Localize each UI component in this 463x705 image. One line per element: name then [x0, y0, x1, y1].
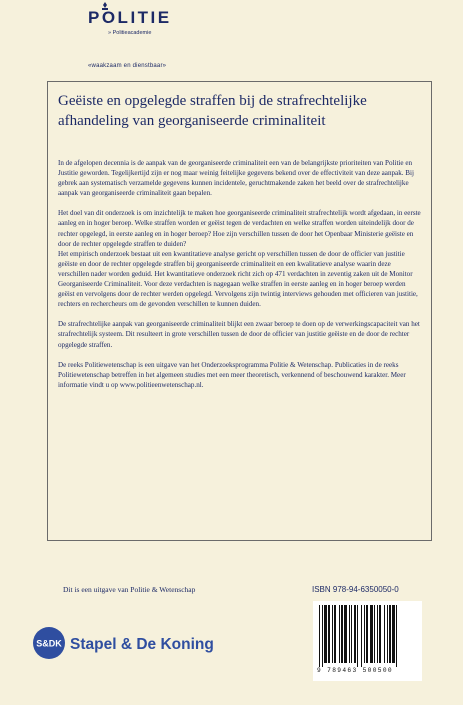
barcode-bar [392, 605, 395, 663]
barcode-bar [341, 605, 343, 663]
isbn: ISBN 978-94-6350050-0 [312, 585, 399, 594]
publisher-line: Dit is een uitgave van Politie & Wetenschap [63, 585, 196, 594]
book-title: Geëiste en opgelegde straffen bij de strafrechtelijke afhandeling van georganiseerde criminaliteit [58, 93, 367, 129]
barcode-bar [339, 605, 340, 663]
barcode-bar [374, 605, 375, 663]
paragraph: De reeks Politiewetenschap is een uitgave van het Onderzoeksprogramma Politie & Wetenschap. Publicaties in de reeks Politiewetenschap betreffen in het algemeen studies met een meer theoretisch, verkennend of beschouwend karakter. Meer informatie vindt u op www.politieenwetenschap.nl. [58, 360, 406, 389]
barcode-bar [328, 605, 330, 663]
publisher-logo-text: Stapel & De Koning [70, 636, 214, 653]
politie-logo-text: POLITIE [88, 8, 172, 27]
paragraph: In de afgelopen decennia is de aanpak van de georganiseerde criminaliteit een van de belangrijkste prioriteiten van Politie en Justitie geworden. Tegelijkertijd zijn er nog maar weinig feitelijke gegevens bekend over de effectiviteit van deze aanpak. Bij gebrek aan systematisch verzamelde gegevens kunnen incidentele, geruchtmakende zaken het beeld over de strafrechtelijke aanpak van georganiseerde criminaliteit gaan bepalen. [58, 159, 414, 198]
barcode-bar [379, 605, 381, 663]
barcode-bar [384, 605, 385, 663]
paragraph: Het doel van dit onderzoek is om inzichtelijk te maken hoe georganiseerde criminaliteit strafrechtelijk wordt afgedaan, in eerste aanleg en in hoger beroep. Welke straffen worden er geëist tegen de verdachten en welke straffen worden uiteindelijk door de rechter opgelegd, in eerste aanleg en in hoger beroep? Hoe zijn verschillen tussen de door het Openbaar Ministerie geëiste en door de rechter opgelegde straffen te duiden? [58, 209, 421, 248]
barcode-bar [389, 605, 391, 663]
barcode-bar [349, 605, 350, 663]
paragraph: Het empirisch onderzoek bestaat uit een kwantitatieve analyse gericht op verschillen tussen de door de officier van justitie geëiste en door de rechter opgelegde straffen bij georganiseerde criminaliteit en een kwalitatieve analyse waarin deze verschillen nader worden geduid. Het kwantitatieve onderzoek richt zich op 471 verdachten in zeventig zaken uit de Monitor Georganiseerde Criminaliteit. Voor deze verdachten is nagegaan welke straffen in eerste aanleg en in hoger beroep werden geëist en vervolgens door de rechter werden opgelegd. Vervolgens zijn twintig interviews gehouden met officieren van justitie, rechters en rechercheurs om de gevonden verschillen te kunnen duiden. [58, 249, 418, 309]
barcode-digits: 9 789463 500500 [317, 667, 393, 674]
motto: «waakzaam en dienstbaar» [88, 63, 167, 69]
paragraph: De strafrechtelijke aanpak van georganiseerde criminaliteit blijkt een zwaar beroep te doen op de verwerkingscapaciteit van het strafrechtelijk systeem. Dit resulteert in grote verschillen tussen de door de officier van justitie geëiste en de door de rechter opgelegde straffen. [58, 320, 420, 349]
barcode-bars [313, 601, 422, 667]
barcode-bar [366, 605, 368, 663]
barcode-bar [351, 605, 352, 663]
sdk-logo-mark: S&DK [36, 638, 62, 649]
barcode-bar [387, 605, 388, 663]
barcode-bar [344, 605, 347, 663]
barcode-bar [370, 605, 373, 663]
barcode-bar [377, 605, 378, 663]
barcode-bar [396, 605, 397, 667]
barcode-bar [334, 605, 336, 663]
barcode-bar [322, 605, 323, 667]
politieacademie-label: » Politieacademie [108, 30, 152, 36]
barcode-bar [319, 605, 320, 667]
barcode-bar [364, 605, 365, 663]
sdk-logo-icon [32, 626, 66, 660]
barcode-bar [357, 605, 358, 667]
barcode [313, 601, 422, 681]
header [0, 0, 463, 80]
back-cover-text [58, 158, 422, 400]
barcode-bar [361, 605, 362, 667]
barcode-bar [332, 605, 333, 663]
barcode-bar [324, 605, 327, 663]
barcode-bar [354, 605, 356, 663]
